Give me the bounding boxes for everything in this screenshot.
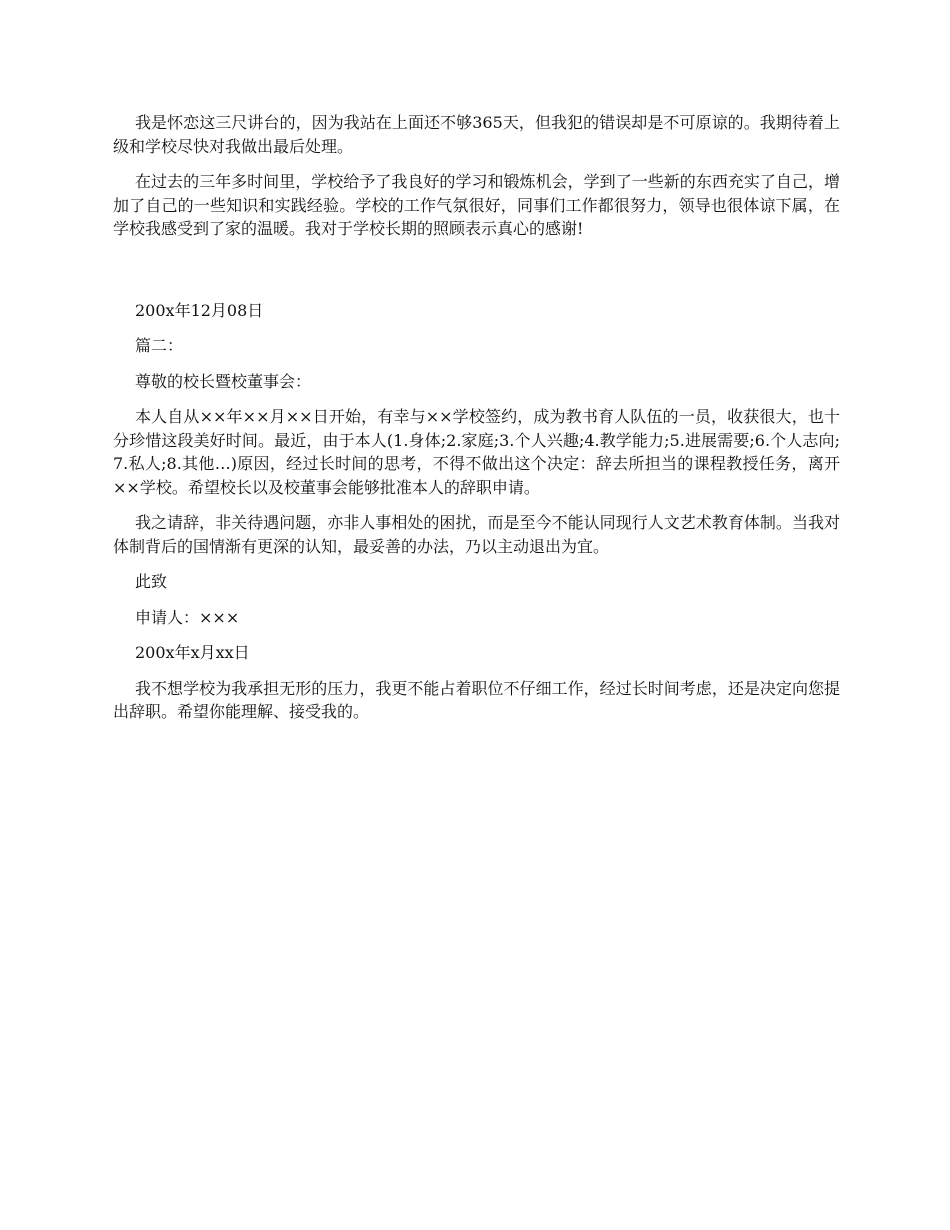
- closing-line: 此致: [135, 572, 168, 591]
- paragraph-4: 我之请辞，非关待遇问题，亦非人事相处的困扰，而是至今不能认同现行人文艺术教育体制。当我对体制背后的国情渐有更深的认知，最妥善的办法，乃以主动退出为宜。: [113, 513, 840, 556]
- paragraph-2: 在过去的三年多时间里，学校给予了我良好的学习和锻炼机会，学到了一些新的东西充实了自己，增加了自己的一些知识和实践经验。学校的工作气氛很好，同事们工作都很努力，领导也很体谅下属，在学校我感受到了家的温暖。我对于学校长期的照顾表示真心的感谢!: [113, 172, 840, 238]
- paragraph-5: 我不想学校为我承担无形的压力，我更不能占着职位不仔细工作，经过长时间考虑，还是决定向您提出辞职。希望你能理解、接受我的。: [113, 678, 840, 721]
- paragraph-1: 我是怀恋这三尺讲台的，因为我站在上面还不够365天，但我犯的错误却是不可原谅的。我期待着上级和学校尽快对我做出最后处理。: [113, 113, 840, 156]
- section-heading: 篇二：: [135, 336, 184, 355]
- applicant-line: 申请人：×××: [135, 607, 240, 627]
- document-body: [113, 111, 840, 736]
- salutation: 尊敬的校长暨校董事会：: [135, 371, 312, 391]
- paragraph-3: 本人自从××年××月××日开始，有幸与××学校签约，成为教书育人队伍的一员，收获很大，也十分珍惜这段美好时间。最近，由于本人(1.身体;2.家庭;3.个人兴趣;4.教学能力;5.进展需要;6.个人志向;7.私人;8.其他…)原因，经过长时间的思考，不得不做出这个决定：辞去所担当的课程教授任务，离开××学校。希望校长以及校董事会能够批准本人的辞职申请。: [113, 407, 840, 497]
- blank-space: [113, 253, 840, 299]
- date-line-2: 200x年x月xx日: [135, 643, 250, 662]
- date-line-1: 200x年12月08日: [135, 300, 264, 320]
